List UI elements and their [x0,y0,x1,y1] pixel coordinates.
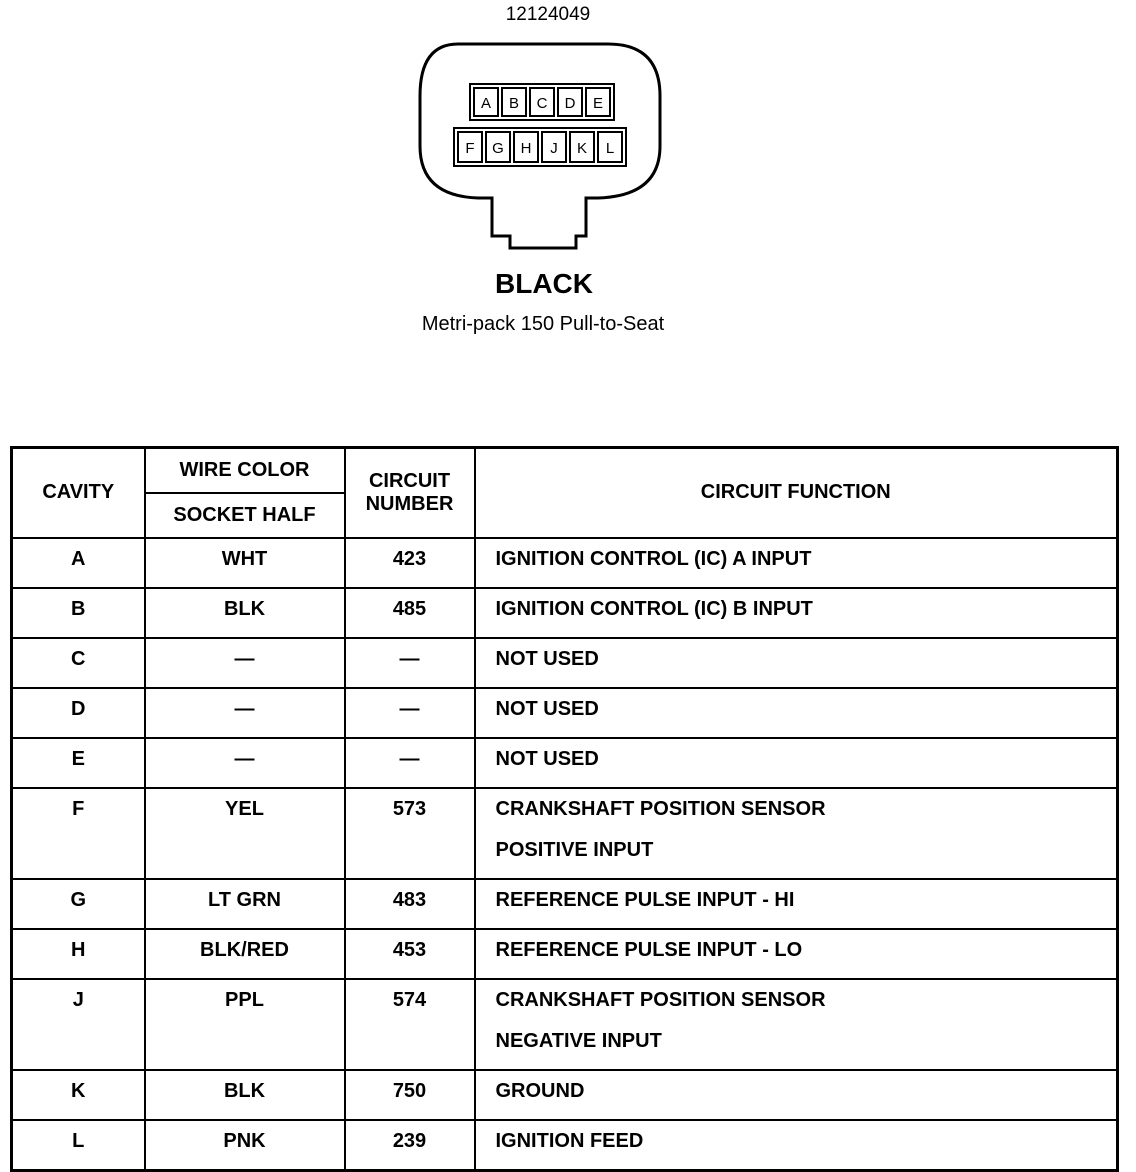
cavity-label-d: D [564,95,576,112]
circuit-function-line: CRANKSHAFT POSITION SENSOR [495,988,826,1011]
connector-face-diagram [408,36,668,256]
circuit-function-cell [475,538,1118,588]
pinout-table [10,446,1119,1172]
circuit-number-cell: 423 [345,538,475,588]
wire-color-cell: — [145,638,345,688]
table-row [12,688,1118,738]
cavity-cell: F [12,788,145,879]
connector-bottom-row [454,128,626,166]
cavity-label-h: H [520,140,532,157]
header-circuit-number [345,448,475,538]
cavity-label-f: F [465,140,475,157]
table-row [12,879,1118,929]
wire-color-cell: LT GRN [145,879,345,929]
table-row [12,1070,1118,1120]
cavity-label-b: B [508,95,520,112]
circuit-number-cell: 573 [345,788,475,879]
pinout-rows [12,538,1118,1171]
cavity-label-l: L [605,140,615,157]
bottom-row-frame [454,128,626,166]
connector-top-row [470,84,614,120]
terminal-series: Metri-pack 150 Pull-to-Seat [421,313,665,335]
circuit-function-line: REFERENCE PULSE INPUT - HI [495,888,795,911]
table-row [12,979,1118,1070]
header-circuit-number-line1: CIRCUIT [368,469,451,492]
circuit-function-line: IGNITION CONTROL (IC) B INPUT [495,597,813,620]
wire-color-cell: YEL [145,788,345,879]
wire-color-cell: PPL [145,979,345,1070]
part-number: 12124049 [505,4,591,25]
table-row [12,588,1118,638]
wire-color-cell: — [145,688,345,738]
circuit-function-line: REFERENCE PULSE INPUT - LO [495,938,803,961]
cavity-cell: L [12,1120,145,1171]
cavity-label-g: G [492,140,504,157]
circuit-function-line: POSITIVE INPUT [495,838,654,861]
cavity-cell: K [12,1070,145,1120]
circuit-number-cell: 239 [345,1120,475,1171]
table-row [12,738,1118,788]
cavity-cell: B [12,588,145,638]
circuit-number-cell: — [345,738,475,788]
wire-color-cell: BLK [145,1070,345,1120]
circuit-function-line: NOT USED [495,697,599,720]
table-row [12,1120,1118,1171]
cavity-cell: E [12,738,145,788]
cavity-cell: A [12,538,145,588]
header-cavity: CAVITY [12,448,145,538]
header-wire-color: WIRE COLOR [145,448,345,493]
circuit-function-line: NEGATIVE INPUT [495,1029,662,1052]
cavity-cell: H [12,929,145,979]
cavity-cell: J [12,979,145,1070]
circuit-function-line: IGNITION FEED [495,1129,644,1152]
circuit-function-cell [475,1070,1118,1120]
circuit-function-cell [475,588,1118,638]
circuit-function-cell [475,638,1118,688]
circuit-function-line: CRANKSHAFT POSITION SENSOR [495,797,826,820]
table-row [12,538,1118,588]
cavity-cell: G [12,879,145,929]
circuit-function-cell [475,1120,1118,1171]
circuit-function-cell [475,979,1118,1070]
circuit-function-cell [475,738,1118,788]
cavity-label-k: K [576,140,588,157]
circuit-function-cell [475,929,1118,979]
cavity-cell: C [12,638,145,688]
wire-color-cell: — [145,738,345,788]
connector-housing [420,44,660,248]
circuit-function-cell [475,688,1118,738]
circuit-function-cell [475,788,1118,879]
header-circuit-function: CIRCUIT FUNCTION [475,448,1118,538]
circuit-function-line: NOT USED [495,747,599,770]
cavity-cell: D [12,688,145,738]
circuit-number-cell: 574 [345,979,475,1070]
header-circuit-number-line2: NUMBER [365,492,454,515]
header-socket-half: SOCKET HALF [145,493,345,538]
table-row [12,638,1118,688]
cavity-label-a: A [480,95,492,112]
cavity-label-c: C [536,95,548,112]
circuit-number-cell: 750 [345,1070,475,1120]
circuit-number-cell: 485 [345,588,475,638]
circuit-number-cell: — [345,638,475,688]
circuit-function-line: NOT USED [495,647,599,670]
circuit-number-cell: 453 [345,929,475,979]
wire-color-cell: WHT [145,538,345,588]
cavity-label-j: J [550,140,558,157]
circuit-function-line: IGNITION CONTROL (IC) A INPUT [495,547,812,570]
circuit-number-cell: 483 [345,879,475,929]
circuit-number-cell: — [345,688,475,738]
circuit-function-cell [475,879,1118,929]
wire-color-cell: PNK [145,1120,345,1171]
table-row [12,929,1118,979]
wire-color-cell: BLK/RED [145,929,345,979]
connector-color: BLACK [495,268,593,299]
table-row [12,788,1118,879]
circuit-function-line: GROUND [495,1079,585,1102]
cavity-label-e: E [592,95,604,112]
wire-color-cell: BLK [145,588,345,638]
